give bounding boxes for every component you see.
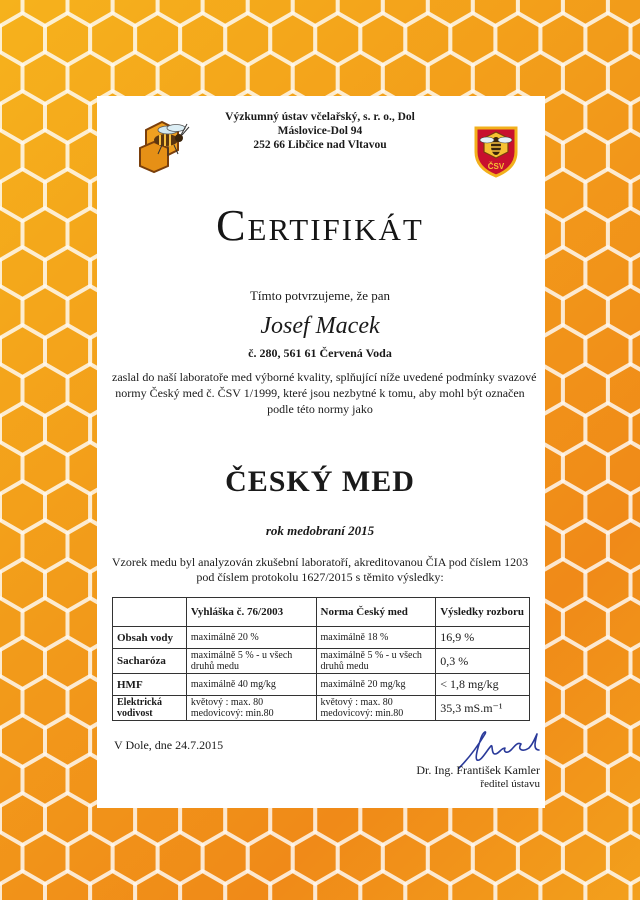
regulation-limit: maximálně 20 % xyxy=(186,627,316,649)
recipient-name: Josef Macek xyxy=(260,313,380,339)
signer-role: ředitel ústavu xyxy=(480,778,540,790)
norm-limit: květový : max. 80 medovicový: min.80 xyxy=(316,696,436,721)
certificate-title: Certifikát xyxy=(216,201,424,250)
result-value: 16,9 % xyxy=(436,627,530,649)
certificate-body-text xyxy=(112,369,537,417)
table-header-cell: Výsledky rozboru xyxy=(436,598,530,627)
parameter-label: Elektrická vodivost xyxy=(113,696,187,721)
norm-limit: maximálně 18 % xyxy=(316,627,436,649)
institute-street: Máslovice-Dol 94 xyxy=(277,125,363,137)
csv-emblem-text: ČSV xyxy=(487,162,505,171)
table-row xyxy=(113,696,530,721)
bee-on-honeycomb-icon xyxy=(132,118,192,176)
institute-name: Výzkumný ústav včelařský, s. r. o., Dol xyxy=(225,111,415,123)
norm-limit: maximálně 20 mg/kg xyxy=(316,674,436,696)
institute-city: 252 66 Libčice nad Vltavou xyxy=(253,139,387,151)
result-value: < 1,8 mg/kg xyxy=(436,674,530,696)
body-line: podle této normy jako xyxy=(267,402,373,416)
product-name: ČESKÝ MED xyxy=(225,465,415,498)
regulation-limit: maximálně 40 mg/kg xyxy=(186,674,316,696)
intro-text: Tímto potvrzujeme, že pan xyxy=(249,288,391,303)
table-header-cell: Norma Český med xyxy=(316,598,436,627)
table-header-cell xyxy=(113,598,187,627)
body-line: zaslal do naší laboratoře med výborné kvality, splňující níže uvedené podmínky svazové xyxy=(112,370,537,384)
place-and-date: V Dole, dne 24.7.2015 xyxy=(114,738,224,752)
body-line: normy Český med č. ČSV 1/1999, které jsou nezbytné k tomu, aby mohl být označen xyxy=(115,386,525,400)
recipient-address: č. 280, 561 61 Červená Voda xyxy=(248,346,392,360)
table-row xyxy=(113,649,530,674)
table-row xyxy=(113,674,530,696)
signer-name: Dr. Ing. František Kamler xyxy=(416,763,540,777)
result-value: 0,3 % xyxy=(436,649,530,674)
norm-limit: maximálně 5 % - u všech druhů medu xyxy=(316,649,436,674)
analysis-line: pod číslem protokolu 1627/2015 s těmito výsledky: xyxy=(196,570,444,584)
results-table xyxy=(112,597,530,721)
result-value: 35,3 mS.m⁻¹ xyxy=(436,696,530,721)
table-header-row xyxy=(113,598,530,627)
regulation-limit: květový : max. 80 medovicový: min.80 xyxy=(186,696,316,721)
table-header-cell: Vyhláška č. 76/2003 xyxy=(186,598,316,627)
table-row xyxy=(113,627,530,649)
harvest-season: rok medobraní 2015 xyxy=(265,523,375,538)
regulation-limit: maximálně 5 % - u všech druhů medu xyxy=(186,649,316,674)
analysis-text xyxy=(108,555,532,585)
parameter-label: HMF xyxy=(113,674,187,696)
parameter-label: Obsah vody xyxy=(113,627,187,649)
csv-bee-shield-icon xyxy=(470,122,522,178)
parameter-label: Sacharóza xyxy=(113,649,187,674)
institute-address-block xyxy=(190,110,450,152)
analysis-line: Vzorek medu byl analyzován zkušební laboratoří, akreditovanou ČIA pod číslem 1203 xyxy=(111,555,529,569)
